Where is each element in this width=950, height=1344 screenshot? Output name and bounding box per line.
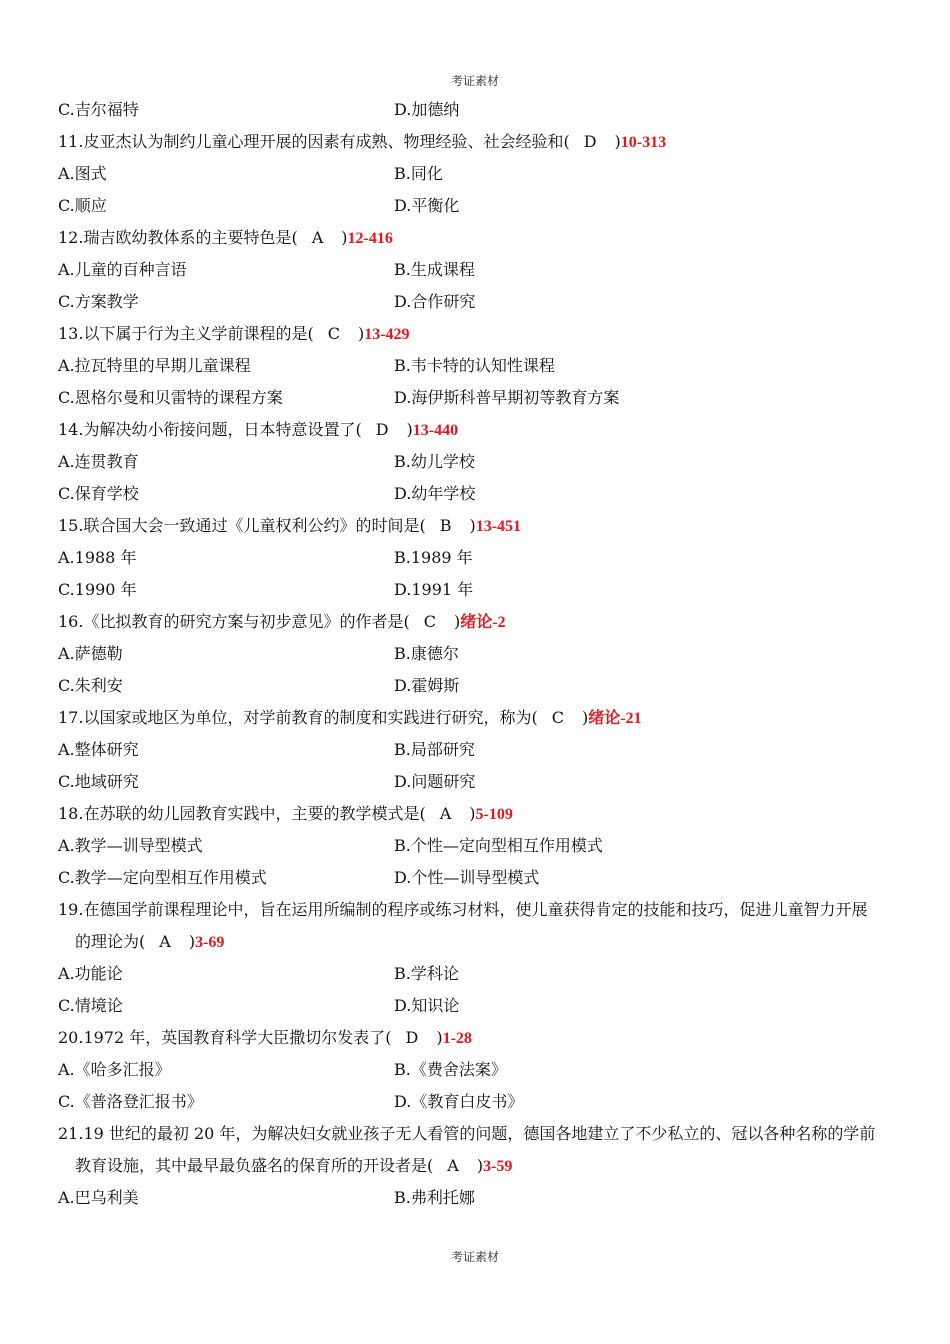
- answer: A: [439, 804, 452, 823]
- answer: D: [405, 1028, 419, 1047]
- question-text: 20.1972 年，英国教育科学大臣撒切尔发表了(: [58, 1028, 392, 1047]
- option-c: C.教学—定向型相互作用模式: [58, 868, 267, 887]
- answer: C: [327, 324, 340, 343]
- page-reference: 3-59: [483, 1158, 513, 1175]
- options-row: [58, 542, 908, 574]
- option-d: D.个性—训导型模式: [394, 868, 540, 887]
- option-a: A.连贯教育: [58, 452, 139, 471]
- option-b: B.幼儿学校: [394, 452, 475, 471]
- options-row: [58, 254, 908, 286]
- option-b: B.局部研究: [394, 740, 475, 759]
- options-row: [58, 446, 908, 478]
- document-body: [58, 94, 908, 1214]
- option-b: B.弗利托娜: [394, 1188, 475, 1207]
- option-c: C.1990 年: [58, 580, 137, 599]
- page-reference: 绪论-2: [460, 614, 506, 631]
- option-d: D.《教育白皮书》: [394, 1092, 524, 1111]
- option-a: A.功能论: [58, 964, 123, 983]
- page-reference: 1-28: [442, 1030, 472, 1047]
- options-row: [58, 478, 908, 510]
- question-18-stem: [58, 798, 908, 830]
- options-row: [58, 1054, 908, 1086]
- options-row: [58, 574, 908, 606]
- answer: C: [423, 612, 436, 631]
- bracket-close: ): [581, 708, 589, 727]
- options-row: [58, 350, 908, 382]
- option-a: A.儿童的百种言语: [58, 260, 187, 279]
- answer: D: [375, 420, 389, 439]
- bracket-close: ): [469, 516, 476, 535]
- question-text: 教育设施，其中最早最负盛名的保育所的开设者是(: [75, 1156, 434, 1175]
- option-c: C.恩格尔曼和贝雷特的课程方案: [58, 388, 283, 407]
- options-row: [58, 158, 908, 190]
- question-19-stem-line2: [58, 926, 908, 958]
- answer: C: [551, 708, 564, 727]
- question-14-stem: [58, 414, 908, 446]
- option-b: B.学科论: [394, 964, 459, 983]
- option-b: B.生成课程: [394, 260, 475, 279]
- option-a: A.萨德勒: [58, 644, 123, 663]
- option-c: C.情境论: [58, 996, 123, 1015]
- question-13-stem: [58, 318, 908, 350]
- answer: A: [447, 1156, 459, 1175]
- bracket-close: ): [453, 612, 461, 631]
- bracket-close: ): [436, 1028, 443, 1047]
- option-a: A.1988 年: [58, 548, 137, 567]
- page-reference: 5-109: [475, 806, 513, 823]
- option-d: D.海伊斯科普早期初等教育方案: [394, 388, 620, 407]
- option-d: D.知识论: [394, 996, 460, 1015]
- option-d: D.平衡化: [394, 196, 460, 215]
- option-c: C.保育学校: [58, 484, 139, 503]
- bracket-close: ): [357, 324, 365, 343]
- option-c: C.地域研究: [58, 772, 139, 791]
- page-reference: 13-429: [364, 326, 410, 343]
- page-reference: 10-313: [620, 134, 667, 151]
- page-header: 考证素材: [450, 74, 499, 88]
- options-row: [58, 734, 908, 766]
- answer: A: [311, 228, 324, 247]
- question-text: 13.以下属于行为主义学前课程的是(: [58, 324, 314, 343]
- bracket-close: ): [341, 228, 348, 247]
- question-21-stem-line2: [58, 1150, 908, 1182]
- option-c: C.方案教学: [58, 292, 139, 311]
- option-a: A.图式: [58, 164, 107, 183]
- question-text: 18.在苏联的幼儿园教育实践中，主要的教学模式是(: [58, 804, 426, 823]
- options-row: [58, 862, 908, 894]
- options-row: [58, 1182, 908, 1214]
- option-c: C.朱利安: [58, 676, 123, 695]
- page-footer: 考证素材: [450, 1250, 499, 1264]
- option-a: A.教学—训导型模式: [58, 836, 203, 855]
- question-16-stem: [58, 606, 908, 638]
- question-21-stem-line1: 21.19 世纪的最初 20 年，为解决妇女就业孩子无人看管的问题，德国各地建立了不少私立的、冠以各种名称的学前: [58, 1124, 876, 1143]
- question-text: 15.联合国大会一致通过《儿童权利公约》的时间是(: [58, 516, 426, 535]
- option-d: D.问题研究: [394, 772, 476, 791]
- option-b: B.康德尔: [394, 644, 459, 663]
- option-a: A.拉瓦特里的早期儿童课程: [58, 356, 251, 375]
- option-a: A.《哈多汇报》: [58, 1060, 171, 1079]
- option-d: D.霍姆斯: [394, 676, 460, 695]
- leading-options-row: [58, 94, 908, 126]
- options-row: [58, 382, 908, 414]
- options-row: [58, 190, 908, 222]
- options-row: [58, 990, 908, 1022]
- option-c: C.顺应: [58, 196, 107, 215]
- options-row: [58, 1086, 908, 1118]
- option-c: C.吉尔福特: [58, 100, 139, 119]
- question-text: 14.为解决幼小衔接问题，日本特意设置了(: [58, 420, 362, 439]
- bracket-close: ): [614, 132, 621, 151]
- bracket-close: ): [406, 420, 413, 439]
- options-row: [58, 670, 908, 702]
- option-a: A.整体研究: [58, 740, 139, 759]
- question-text: 12.瑞吉欧幼教体系的主要特色是(: [58, 228, 298, 247]
- options-row: [58, 286, 908, 318]
- option-d: D.1991 年: [394, 580, 474, 599]
- options-row: [58, 830, 908, 862]
- options-row: [58, 958, 908, 990]
- page-reference: 13-440: [412, 422, 459, 439]
- question-19-stem-line1: 19.在德国学前课程理论中，旨在运用所编制的程序或练习材料，使儿童获得肯定的技能和技巧，促进儿童智力开展: [58, 900, 868, 919]
- question-text: 17.以国家或地区为单位，对学前教育的制度和实践进行研究，称为(: [58, 708, 538, 727]
- answer: A: [159, 932, 171, 951]
- page-reference: 12-416: [347, 230, 393, 247]
- option-c: C.《普洛登汇报书》: [58, 1092, 203, 1111]
- question-20-stem: [58, 1022, 908, 1054]
- bracket-close: ): [469, 804, 476, 823]
- question-text: 的理论为(: [75, 932, 146, 951]
- option-b: B.1989 年: [394, 548, 473, 567]
- option-b: B.《费舍法案》: [394, 1060, 507, 1079]
- option-d: D.合作研究: [394, 292, 476, 311]
- option-b: B.同化: [394, 164, 443, 183]
- question-11-stem: [58, 126, 908, 158]
- question-17-stem: [58, 702, 908, 734]
- option-b: B.个性—定向型相互作用模式: [394, 836, 603, 855]
- question-15-stem: [58, 510, 908, 542]
- answer: D: [583, 132, 597, 151]
- bracket-close: ): [476, 1156, 484, 1175]
- options-row: [58, 638, 908, 670]
- question-text: 11.皮亚杰认为制约儿童心理开展的因素有成熟、物理经验、社会经验和(: [58, 132, 570, 151]
- option-a: A.巴乌利美: [58, 1188, 139, 1207]
- option-b: B.韦卡特的认知性课程: [394, 356, 555, 375]
- option-d: D.幼年学校: [394, 484, 476, 503]
- answer: B: [439, 516, 452, 535]
- question-text: 16.《比拟教育的研究方案与初步意见》的作者是(: [58, 612, 410, 631]
- options-row: [58, 766, 908, 798]
- bracket-close: ): [188, 932, 196, 951]
- page-reference: 13-451: [475, 518, 522, 535]
- page-reference: 绪论-21: [588, 710, 642, 727]
- question-12-stem: [58, 222, 908, 254]
- option-d: D.加德纳: [394, 100, 460, 119]
- page-reference: 3-69: [195, 934, 225, 951]
